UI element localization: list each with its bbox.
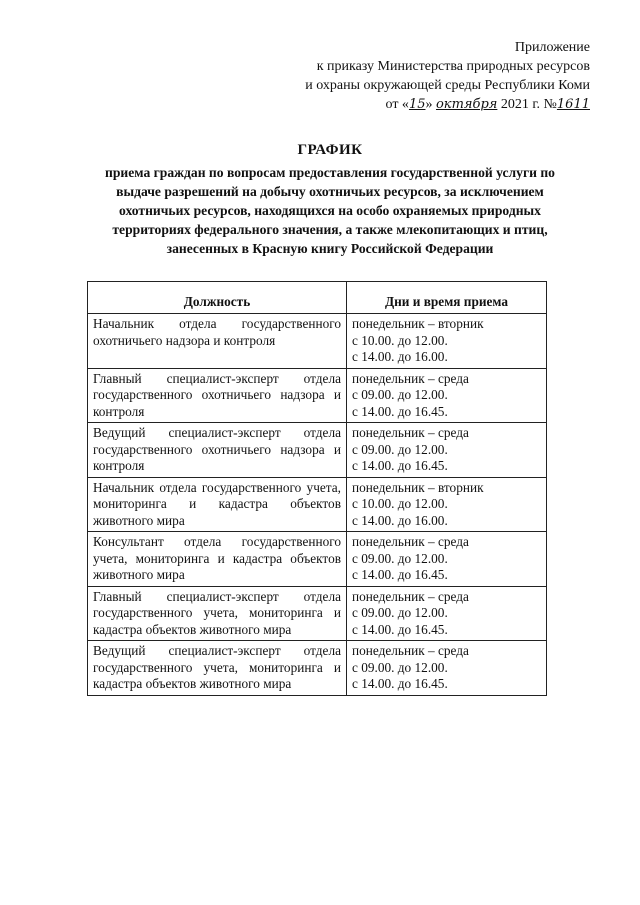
table-row: [88, 314, 547, 369]
subtitle-line: охотничьих ресурсов, находящихся на особо охраняемых природных: [119, 203, 541, 218]
header-line: Приложение: [514, 40, 590, 55]
table-row: [88, 641, 547, 696]
subtitle-line: приема граждан по вопросам предоставления государственной услуги по: [105, 165, 555, 180]
hours-cell: [347, 368, 547, 423]
days-text: понедельник – вторник: [352, 479, 484, 495]
time-text: с 09.00. до 12.00.: [352, 387, 448, 402]
position-cell: Ведущий специалист-эксперт отдела государственного учета, мониторинга и кадастра объектов животного мира: [88, 641, 347, 696]
date-prefix: от «: [385, 97, 409, 112]
time-text: с 09.00. до 12.00.: [352, 605, 448, 620]
time-text: с 14.00. до 16.45.: [352, 567, 448, 582]
hours-cell: [347, 641, 547, 696]
position-cell: Консультант отдела государственного учета, мониторинга и кадастра объектов животного мира: [88, 532, 347, 587]
table-row: [88, 532, 547, 587]
order-number: 1611: [556, 97, 590, 112]
hours-cell: [347, 423, 547, 478]
hours-cell: [347, 532, 547, 587]
time-text: с 14.00. до 16.45.: [352, 458, 448, 473]
position-cell: Начальник отдела государственного охотничьего надзора и контроля: [88, 314, 347, 369]
hours-cell: [347, 477, 547, 532]
time-text: с 10.00. до 12.00.: [352, 332, 448, 348]
days-text: понедельник – среда: [352, 588, 469, 604]
subtitle-line: занесенных в Красную книгу Российской Федерации: [166, 241, 494, 256]
days-text: понедельник – среда: [352, 534, 469, 549]
date-year: 2021 г. №: [497, 97, 557, 112]
table-row: [88, 477, 547, 532]
header-line: к приказу Министерства природных ресурсов: [316, 59, 590, 74]
table-row: [88, 368, 547, 423]
time-text: с 09.00. до 12.00.: [352, 550, 448, 566]
time-text: с 14.00. до 16.45.: [352, 621, 448, 637]
time-text: с 14.00. до 16.00.: [352, 512, 448, 528]
subtitle-line: выдаче разрешений на добычу охотничьих ресурсов, за исключением: [116, 184, 544, 199]
time-text: с 14.00. до 16.45.: [352, 403, 448, 419]
schedule-table: [87, 281, 547, 696]
subtitle-line: территориях федерального значения, а также млекопитающих и птиц,: [112, 222, 548, 237]
document-subtitle: [80, 163, 580, 258]
position-cell: Ведущий специалист-эксперт отдела государственного охотничьего надзора и контроля: [88, 423, 347, 478]
header-line: и охраны окружающей среды Республики Коми: [305, 78, 590, 93]
table-row: [88, 423, 547, 478]
date-mid: »: [425, 97, 436, 112]
column-header-position: Должность: [88, 282, 347, 314]
time-text: с 10.00. до 12.00.: [352, 496, 448, 511]
table-row: [88, 586, 547, 641]
hours-cell: [347, 314, 547, 369]
time-text: с 14.00. до 16.00.: [352, 349, 448, 364]
days-text: понедельник – среда: [352, 370, 469, 386]
title-block: [80, 142, 580, 258]
days-text: понедельник – среда: [352, 643, 469, 658]
document-title: ГРАФИК: [297, 142, 363, 158]
days-text: понедельник – среда: [352, 425, 469, 440]
date-month: октября: [435, 97, 498, 112]
position-cell: Начальник отдела государственного учета, мониторинга и кадастра объектов животного мира: [88, 477, 347, 532]
position-cell: Главный специалист-эксперт отдела государственного охотничьего надзора и контроля: [88, 368, 347, 423]
time-text: с 14.00. до 16.45.: [352, 676, 448, 691]
time-text: с 09.00. до 12.00.: [352, 441, 448, 457]
time-text: с 09.00. до 12.00.: [352, 659, 448, 675]
hours-cell: [347, 586, 547, 641]
date-day: 15: [408, 97, 426, 112]
appendix-header: [305, 38, 590, 114]
table-header-row: [88, 282, 547, 314]
column-header-hours: Дни и время приема: [347, 282, 547, 314]
order-date-line: [305, 95, 590, 114]
position-cell: Главный специалист-эксперт отдела государственного учета, мониторинга и кадастра объектов животного мира: [88, 586, 347, 641]
days-text: понедельник – вторник: [352, 316, 484, 331]
